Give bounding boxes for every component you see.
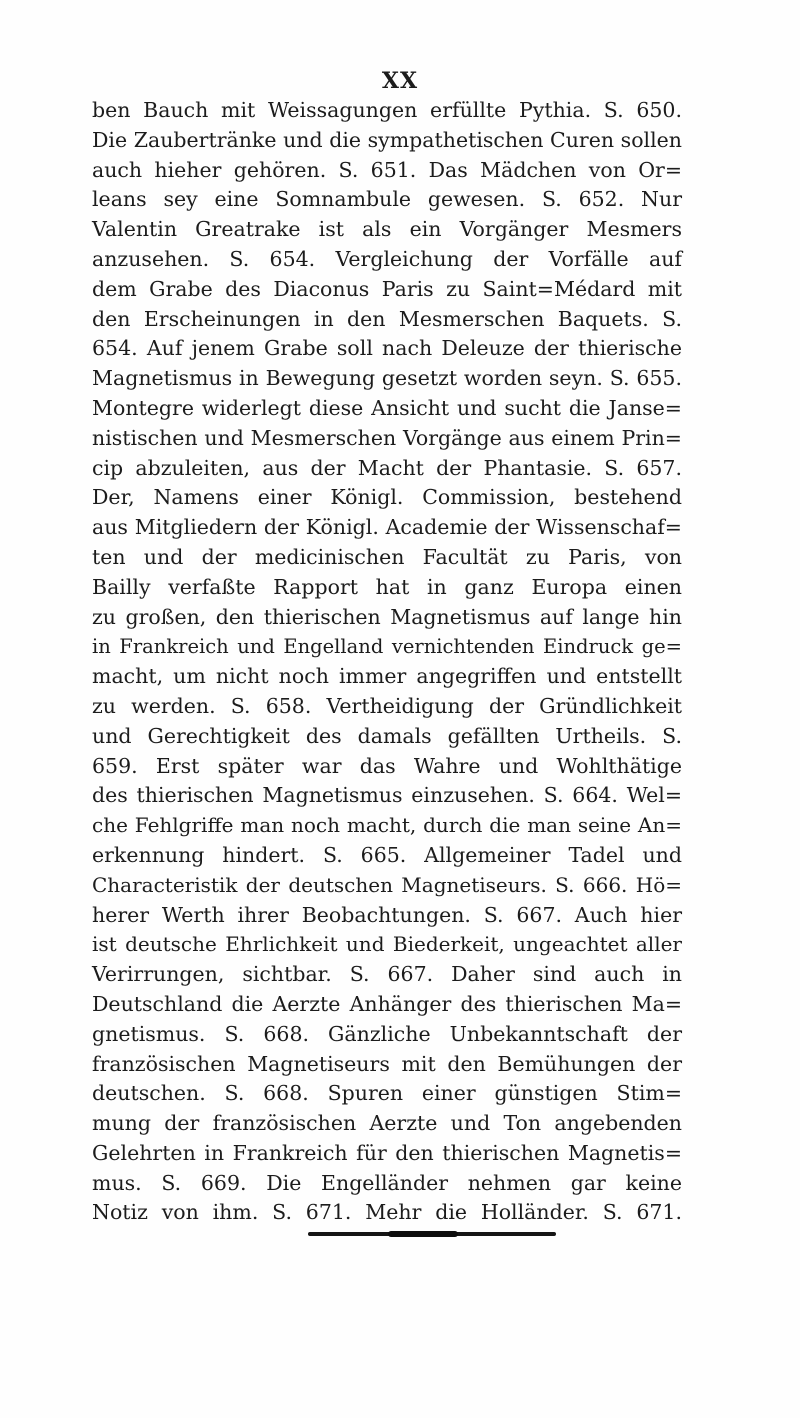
text-line: nistischen und Mesmerschen Vorgänge aus einem Prin= xyxy=(92,425,682,450)
text-line: che Fehlgriffe man noch macht, durch die man seine An= xyxy=(92,813,682,838)
text-line: Magnetismus in Bewegung gesetzt worden seyn. S. 655. xyxy=(92,366,682,391)
text-line: den Erscheinungen in den Mesmerschen Baquets. S. xyxy=(92,306,682,331)
text-line: Der, Namens einer Königl. Commission, bestehend xyxy=(92,485,682,510)
text-line: Gelehrten in Frankreich für den thierischen Magnetis= xyxy=(92,1140,682,1165)
text-line: deutschen. S. 668. Spuren einer günstigen Stim= xyxy=(92,1081,682,1106)
text-line: Montegre widerlegt diese Ansicht und sucht die Janse= xyxy=(92,395,682,420)
text-line: und Gerechtigkeit des damals gefällten Urtheils. S. xyxy=(92,723,682,748)
text-line: anzusehen. S. 654. Vergleichung der Vorfälle auf xyxy=(92,246,682,271)
text-line: des thierischen Magnetismus einzusehen. S. 664. Wel= xyxy=(92,783,682,808)
text-line: dem Grabe des Diaconus Paris zu Saint=Médard mit xyxy=(92,276,682,301)
text-line: französischen Magnetiseurs mit den Bemühungen der xyxy=(92,1051,682,1076)
text-line: Die Zaubertränke und die sympathetischen Curen sollen xyxy=(92,127,682,152)
text-line: macht, um nicht noch immer angegriffen und entstellt xyxy=(92,664,682,689)
text-line: ben Bauch mit Weissagungen erfüllte Pythia. S. 650. xyxy=(92,98,682,122)
text-line: mung der französischen Aerzte und Ton angebenden xyxy=(92,1111,682,1136)
text-line: Verirrungen, sichtbar. S. 667. Daher sind auch in xyxy=(92,962,682,987)
text-line: zu werden. S. 658. Vertheidigung der Gründlichkeit xyxy=(92,693,682,718)
text-line: ist deutsche Ehrlichkeit und Biederkeit, ungeachtet aller xyxy=(92,932,682,957)
text-line: in Frankreich und Engelland vernichtenden Eindruck ge= xyxy=(92,635,682,659)
text-line: leans sey eine Somnambule gewesen. S. 652. Nur xyxy=(92,187,682,212)
text-line: 654. Auf jenem Grabe soll nach Deleuze der thierische xyxy=(92,336,682,361)
text-line: erkennung hindert. S. 665. Allgemeiner Tadel und xyxy=(92,842,682,867)
text-line: herer Werth ihrer Beobachtungen. S. 667. Auch hier xyxy=(92,902,682,927)
text-line: Valentin Greatrake ist als ein Vorgänger Mesmers xyxy=(92,217,682,242)
text-line: Characteristik der deutschen Magnetiseurs. S. 666. Hö= xyxy=(92,872,682,897)
text-line: Notiz von ihm. S. 671. Mehr die Holländer. S. 671. xyxy=(92,1200,682,1225)
decorative-rule xyxy=(308,1232,556,1236)
text-line: aus Mitgliedern der Königl. Academie der Wissenschaf= xyxy=(92,515,682,540)
text-line: Deutschland die Aerzte Anhänger des thierischen Ma= xyxy=(92,991,682,1016)
text-line: Bailly verfaßte Rapport hat in ganz Europa einen xyxy=(92,574,682,599)
text-line: mus. S. 669. Die Engelländer nehmen gar keine xyxy=(92,1170,682,1195)
text-line: auch hieher gehören. S. 651. Das Mädchen von Or= xyxy=(92,157,682,182)
text-line: 659. Erst später war das Wahre und Wohlthätige xyxy=(92,753,682,778)
text-line: gnetismus. S. 668. Gänzliche Unbekanntschaft der xyxy=(92,1021,682,1046)
text-line: cip abzuleiten, aus der Macht der Phantasie. S. 657. xyxy=(92,455,682,480)
text-line: ten und der medicinischen Facultät zu Paris, von xyxy=(92,544,682,569)
body-text xyxy=(92,96,682,1228)
page-number: XX xyxy=(381,68,419,94)
text-line: zu großen, den thierischen Magnetismus auf lange hin xyxy=(92,604,682,629)
